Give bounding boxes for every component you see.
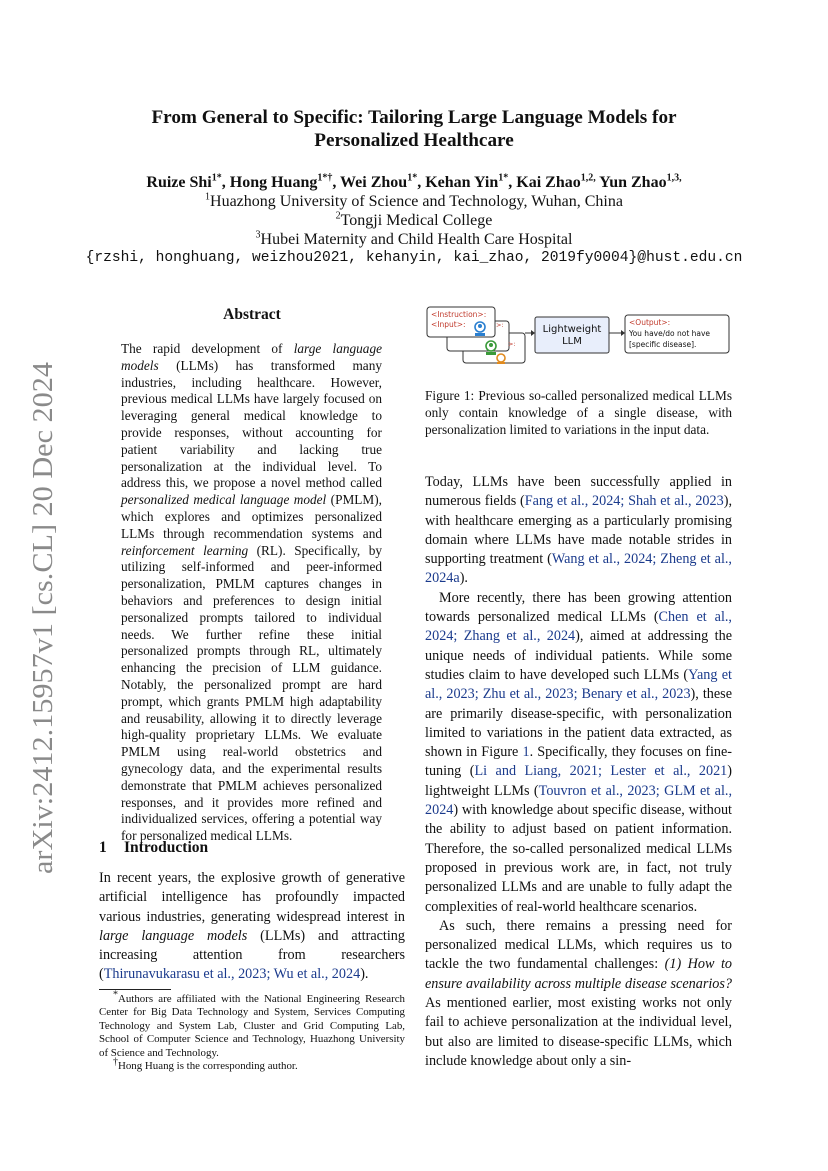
paragraph-text: ) with knowledge about specific disease, without the ability to adjust based on patient information. Therefore, the so-called personalized medical LLMs proposed in previous work are, in fact, not truly personalized LLMs and are unable to fully adapt the complexities of real-world healthcare scenarios. bbox=[425, 802, 732, 915]
arxiv-stamp bbox=[16, 360, 62, 880]
citation-link[interactable]: Yang et al., 2023; Zhu et al., 2023; Benary et al., 2023 bbox=[425, 666, 732, 703]
output-tag: <Output>: bbox=[629, 318, 671, 327]
llm-label-line1: Lightweight bbox=[542, 324, 602, 335]
intro-text-c: ). bbox=[360, 966, 369, 983]
patient-icon bbox=[486, 341, 496, 355]
abstract-heading: Abstract bbox=[223, 306, 281, 323]
patient-icon bbox=[475, 322, 485, 336]
figure-1 bbox=[425, 305, 732, 380]
footnotes bbox=[99, 989, 405, 1073]
intro-text-a: In recent years, the explosive growth of generative artificial intelligence has profoundly impacted various industries, generating widespread interest in bbox=[99, 870, 405, 925]
title-line-2: Personalized Healthcare bbox=[314, 130, 514, 151]
intro-text-b: (LLMs) and attracting increasing attention from researchers ( bbox=[99, 927, 405, 983]
p3-rest: As mentioned earlier, most existing works not only fail to achieve personalization at the individual level, but also are limited to disease-specific LLMs, which include knowledge about only a sin- bbox=[425, 995, 732, 1069]
output-line-1: You have/do not have bbox=[629, 329, 711, 338]
intro-paragraph bbox=[99, 869, 405, 985]
citation-link[interactable]: Thirunavukarasu et al., 2023; Wu et al., 2024 bbox=[103, 966, 361, 983]
paragraph-text: ), with healthcare emerging as a particularly promising domain where LLMs have made notable strides in supporting treatment ( bbox=[425, 493, 732, 568]
footnote-divider bbox=[99, 989, 171, 990]
paragraph-text: ), these are primarily disease-specific, with personalization limited to variations in the patient data extracted, as shown in Figure bbox=[425, 686, 732, 761]
citation-link[interactable]: Li and Liang, 2021; Lester et al., 2021 bbox=[474, 763, 728, 780]
footnote-affiliation: *Authors are affiliated with the National Engineering Research Center for Big Data Technology and System, Services Computing Technology and System Lab, Cluster and Grid Computing Lab, School of Computer Science and Technology, Huazhong University of Science and Technology. bbox=[99, 989, 405, 1059]
patient-icon bbox=[497, 354, 505, 364]
section-number: 1 bbox=[99, 839, 107, 856]
paragraph-text: . Specifically, they focuses on fine-tuning ( bbox=[425, 744, 733, 780]
p3-question: (1) How to ensure availability across multiple disease scenarios? bbox=[425, 956, 732, 992]
citation-link[interactable]: Touvron et al., 2023; GLM et al., 2024 bbox=[425, 782, 732, 819]
paragraph-text: ). bbox=[459, 570, 468, 587]
paper-title bbox=[100, 106, 728, 152]
intro-text-italic: large language models bbox=[99, 927, 248, 944]
affiliation-3: $^3$Hubei Maternity and Child Health Care Hospital bbox=[255, 229, 573, 248]
author-names: Ruize Shi$^{1*}$, Hong Huang$^{1*\dagger}$, Wei Zhou$^{1*}$, Kehan Yin$^{1*}$, Kai Zhao$^{1,2,}$ Yun Zhao$^{1,3,}$ bbox=[146, 172, 682, 191]
author-block bbox=[80, 173, 748, 268]
paragraph-text: More recently, there has been growing attention towards personalized medical LLMs ( bbox=[425, 589, 732, 626]
title-line-1: From General to Specific: Tailoring Large Language Models for bbox=[151, 107, 677, 128]
input-tag-partial: >: bbox=[508, 340, 516, 348]
llm-label-line2: LLM bbox=[562, 336, 582, 347]
paragraph-text: ), aimed at addressing the unique needs of individual patients. While some studies claim to have developed such LLMs ( bbox=[425, 628, 732, 683]
paragraph-3 bbox=[425, 917, 732, 1071]
citation-link[interactable]: 1 bbox=[522, 744, 530, 761]
instruction-tag: <Instruction>: bbox=[431, 310, 487, 319]
citation-link[interactable]: Fang et al., 2024; Shah et al., 2023 bbox=[524, 493, 724, 510]
p3-text: As such, there remains a pressing need for personalized medical LLMs, which requires us to tackle the two fundamental challenges: bbox=[425, 917, 732, 973]
author-emails: {rzshi, honghuang, weizhou2021, kehanyin, kai_zhao, 2019fy0004}@hust.edu.cn bbox=[85, 250, 743, 266]
citation-link[interactable]: Chen et al., 2024; Zhang et al., 2024 bbox=[425, 609, 732, 645]
paragraph-text: Today, LLMs have been successfully applied in numerous fields ( bbox=[425, 474, 732, 510]
citation-link[interactable]: Wang et al., 2024; Zheng et al., 2024a bbox=[425, 551, 732, 587]
section-heading-introduction bbox=[99, 839, 208, 857]
lightweight-llm-box bbox=[535, 317, 609, 353]
paragraph-text: ) lightweight LLMs ( bbox=[425, 763, 732, 799]
right-column-text bbox=[425, 473, 732, 1071]
affiliation-1: $^1$Huazhong University of Science and Technology, Wuhan, China bbox=[205, 191, 623, 210]
paragraph-1 bbox=[425, 473, 732, 589]
arxiv-stamp-text: arXiv:2412.15957v1 [cs.CL] 20 Dec 2024 bbox=[27, 382, 59, 874]
paragraph-2 bbox=[425, 589, 732, 917]
output-line-2: [specific disease]. bbox=[629, 340, 697, 349]
section-title: Introduction bbox=[124, 839, 209, 856]
input-tag: <Input>: bbox=[431, 320, 466, 329]
abstract-body: The rapid development of large language models (LLMs) has transformed many industries, including healthcare. However, previous medical LLMs have largely focused on leveraging general medical knowledge to provide responses, without accounting for patient variability and lacking true personalization at the individual level. To address this, we propose a novel method called personalized medical language model (PMLM), which explores and optimizes personalized LLMs through recommendation systems and reinforcement learning (RL). Specifically, by utilizing self-informed and peer-informed personalization, PMLM captures changes in behaviors and preferences to design initial personalized prompts tailored to individual needs. We further refine these initial personalized prompts through RL, ultimately enhancing the precision of LLM guidance. Notably, the personalized prompt are hard prompt, which grants PMLM high adaptability and reusability, allowing it to directly leverage high-quality proprietary LLMs. We evaluate PMLM using real-world obstetrics and gynecology data, and the experimental results demonstrate that PMLM achieves personalized responses, and it provides more refined and individualized services, offering a potential way for personalized medical LLMs. bbox=[121, 341, 383, 844]
affiliation-2: $^2$Tongji Medical College bbox=[335, 210, 493, 229]
figure-caption: Figure 1: Previous so-called personalized medical LLMs only contain knowledge of a single disease, with personalization limited to variations in the input data. bbox=[425, 388, 732, 437]
input-tag-partial: >: bbox=[496, 321, 504, 329]
output-box bbox=[625, 315, 729, 353]
input-card-front bbox=[427, 307, 495, 337]
footnote-corresponding: †Hong Huang is the corresponding author. bbox=[113, 1056, 298, 1073]
